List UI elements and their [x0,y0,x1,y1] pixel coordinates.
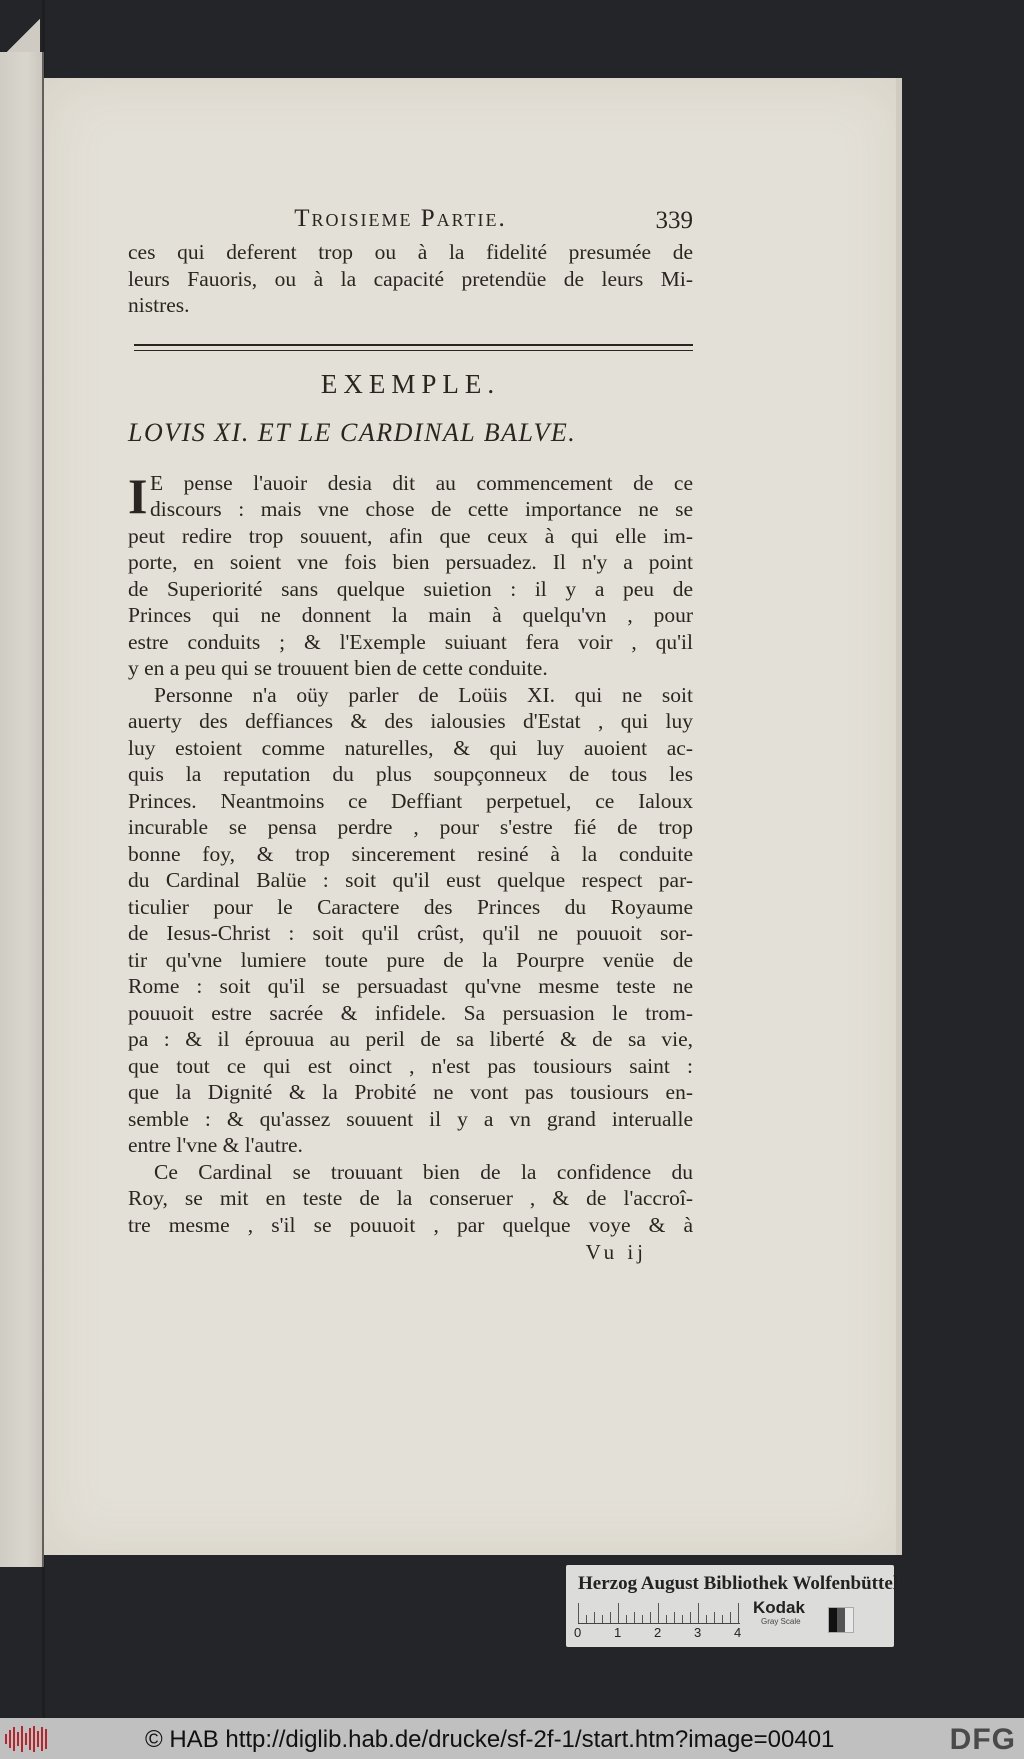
paragraph-1 [128,467,693,682]
ruler-label: 1 [614,1625,622,1640]
text-line: Roy, se mit en teste de la conseruer , & de l'accroî- [128,1186,693,1210]
text-line: du Cardinal Balüe : soit qu'il eust quelque respect par- [128,868,693,892]
kodak-brand: Kodak [753,1598,805,1617]
text-line: tre mesme , s'il se pouuoit , par quelque voye & à [128,1212,693,1237]
previous-page-edge [0,52,44,1567]
hab-logo-icon [5,1726,47,1752]
text-line: de Iesus-Christ : soit qu'il crûst, qu'il ne pouuoit sor- [128,921,693,945]
text-line: luy estoient comme naturelles, & qui luy auoient ac- [128,735,693,760]
section-title: EXEMPLE. [320,368,501,399]
gray-scale-patch [828,1607,854,1633]
text-line: tir qu'vne lumiere toute pure de la Pourpre venüe de [128,947,693,972]
gray-scale-label: Gray Scale [761,1617,801,1626]
ruler-scale [578,1603,740,1624]
text-line: que tout ce qui est oinct , n'est pas tousiours saint : [128,1053,693,1078]
ornamental-rule [134,344,693,351]
text-line: Princes. Neantmoins ce Deffiant perpetuel, ce Ialoux [128,788,693,813]
section-subtitle: LOVIS XI. ET LE CARDINAL BALVE. [128,417,577,447]
ruler-label: 4 [734,1625,742,1640]
text-line: pouuoit estre sacrée & infidele. Sa persuasion le trom- [128,1000,693,1025]
text-line: porte, en soient vne fois bien persuadez. Il n'y a point [128,550,693,574]
text-line: ces qui deferent trop ou à la fidelité presumée de [128,240,693,264]
running-head-title: Troisieme Partie. [294,205,507,232]
text-line: auerty des deffiances & des ialousies d'Estat , qui luy [128,709,693,733]
paragraph-3 [128,1159,693,1239]
text-line: que la Dignité & la Probité ne vont pas tousiours en- [128,1080,693,1104]
text-line: Personne n'a oüy parler de Loüis XI. qui ne soit [154,682,693,707]
text-line: incurable se pensa perdre , pour s'estre fié de trop [128,815,693,839]
text-line: Rome : soit qu'il se persuadast qu'vne mesme teste ne [128,974,693,998]
text-line: Princes qui ne donnent la main à quelqu'vn , pour [128,603,693,627]
text-line: quis la reputation du plus soupçonneux de tous les [128,762,693,786]
running-head [128,205,693,239]
text-line: semble : & qu'assez souuent il y a vn grand interualle [128,1106,693,1131]
drop-cap: I [128,467,148,524]
footer-bar [0,1718,1024,1759]
text-line: pa : & il éprouua au peril de sa liberté & de sa vie, [128,1027,693,1051]
ruler-label: 3 [694,1625,702,1640]
ruler-label: 0 [574,1625,582,1640]
text-line: leurs Fauoris, ou à la capacité pretendüe de leurs Mi- [128,266,693,291]
text-line: E pense l'auoir desia dit au commencement de ce [150,470,693,495]
text-line: bonne foy, & trop sincerement resiné à la conduite [128,841,693,866]
page-text [128,205,693,1265]
page-number: 339 [655,207,693,234]
library-name: Herzog August Bibliothek Wolfenbüttel [578,1573,899,1594]
dfg-logo: DFG [949,1723,1016,1756]
signature-mark: Vu ij [585,1240,647,1264]
text-line: ticulier pour le Caractere des Princes du Royaume [128,894,693,919]
text-line: discours : mais vne chose de cette importance ne se [150,497,693,521]
text-line: estre conduits ; & l'Exemple suiuant fera voir , qu'il [128,629,693,654]
color-calibration-card [566,1565,899,1647]
text-line: entre l'vne & l'autre. [128,1133,303,1157]
text-line: Ce Cardinal se trouuant bien de la confidence du [154,1159,693,1184]
paragraph-2 [128,682,693,1159]
intro-paragraph [128,239,693,319]
copyright-link[interactable]: © HAB http://diglib.hab.de/drucke/sf-2f-1/start.htm?image=00401 [145,1726,835,1753]
text-line: nistres. [128,293,190,317]
text-line: peut redire trop souuent, afin que ceux à qui elle im- [128,523,693,548]
text-line: de Superiorité sans quelque suietion : il y a peu de [128,576,693,601]
page-edge [896,78,902,1555]
ruler-label: 2 [654,1625,662,1640]
text-line: y en a peu qui se trouuent bien de cette conduite. [128,656,548,680]
